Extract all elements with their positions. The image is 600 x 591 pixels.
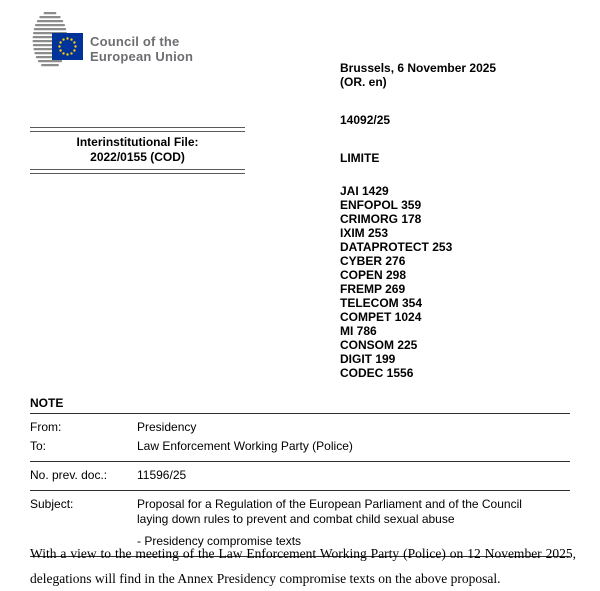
code-line: FREMP 269 [340, 282, 406, 296]
note-table [30, 396, 570, 557]
subject-line3: - Presidency compromise texts [137, 534, 302, 548]
prev-doc-value: 11596/25 [137, 468, 187, 482]
subject-line1: Proposal for a Regulation of the European Parliament and of the Council [137, 497, 522, 511]
code-line: CONSOM 225 [340, 338, 418, 352]
org-name [90, 34, 193, 64]
org-name-line2: European Union [90, 49, 194, 64]
subject-codes-list [340, 184, 452, 380]
interinstitutional-label: Interinstitutional File: [76, 135, 199, 149]
code-line: MI 786 [340, 324, 377, 338]
eu-flag-icon [52, 33, 83, 60]
org-name-line1: Council of the [90, 34, 180, 49]
from-label: From: [30, 420, 62, 434]
interinstitutional-file-box [30, 127, 245, 174]
double-rule-bottom [30, 169, 245, 174]
table-row-to [30, 437, 570, 456]
code-line: CODEC 1556 [340, 366, 414, 380]
code-line: JAI 1429 [340, 184, 389, 198]
code-line: CYBER 276 [340, 254, 406, 268]
to-value: Law Enforcement Working Party (Police) [137, 439, 353, 453]
original-language-note: (OR. en) [340, 75, 387, 89]
note-title: NOTE [30, 396, 570, 414]
document-number: 14092/25 [340, 113, 391, 127]
code-line: COPEN 298 [340, 268, 407, 282]
to-label: To: [30, 439, 47, 453]
council-of-eu-logo-icon [0, 5, 100, 71]
body-paragraph: With a view to the meeting of the Law Enforcement Working Party (Police) on 12 November 2025, delegations will find in the Annex Presidency compromise texts on the above proposal. [30, 546, 576, 586]
code-line: ENFOPOL 359 [340, 198, 422, 212]
code-line: CRIMORG 178 [340, 212, 422, 226]
note-group-prev-doc [30, 462, 570, 491]
from-value: Presidency [137, 420, 197, 434]
subject-line2: laying down rules to prevent and combat child sexual abuse [137, 512, 455, 526]
prev-doc-label: No. prev. doc.: [30, 468, 108, 482]
code-line: TELECOM 354 [340, 296, 423, 310]
code-line: DATAPROTECT 253 [340, 240, 453, 254]
code-line: IXIM 253 [340, 226, 389, 240]
table-row-from [30, 418, 570, 437]
code-line: COMPET 1024 [340, 310, 422, 324]
note-group-from-to [30, 414, 570, 462]
table-row-prev-doc [30, 466, 570, 485]
place-date: Brussels, 6 November 2025 [340, 61, 497, 75]
interinstitutional-number: 2022/0155 (COD) [90, 150, 185, 164]
subject-label: Subject: [30, 497, 74, 511]
classification-limite: LIMITE [340, 151, 380, 165]
code-line: DIGIT 199 [340, 352, 396, 366]
